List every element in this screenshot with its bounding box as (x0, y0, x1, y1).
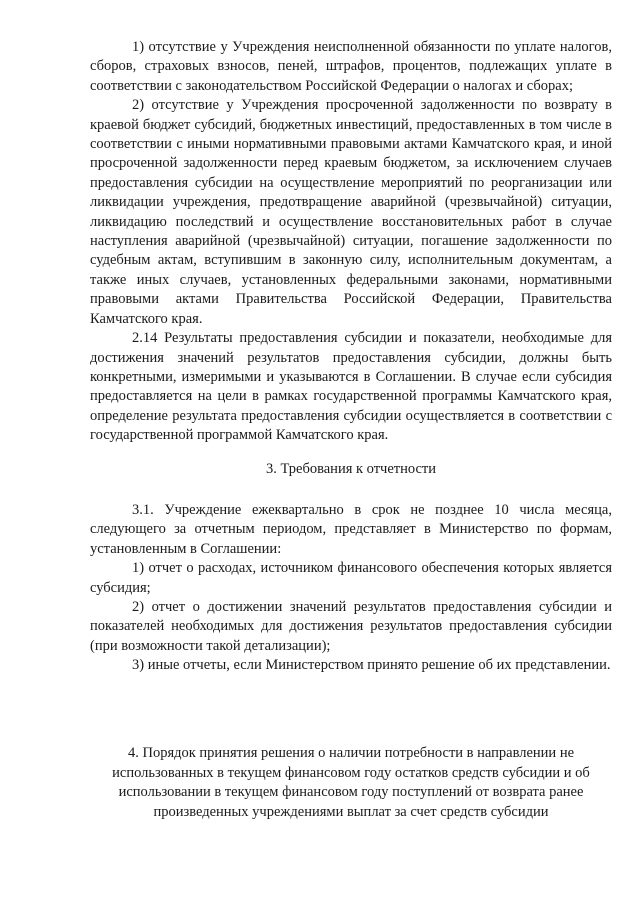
list-item-other-reports: 3) иные отчеты, если Министерством принято решение об их представлении. (132, 657, 611, 674)
paragraph-results-2-14: 2.14 Результаты предоставления субсидии и показатели, необходимые для достижения значений результатов предоставления субсидии, должны быть конкретными, измеримыми и указываются в Соглашении. В случае если субсидия предоставляется на цели в рамках государственной программы Камчатского края, определение результата предоставления субсидии осуществляется в соответствии с государственной программой Камчатского края. (90, 330, 612, 444)
list-item-results-report: 2) отчет о достижении значений результатов предоставления субсидии и показателей необходимых для достижения результатов предоставления субсидии (при возможности такой детализации); (90, 598, 612, 654)
list-item-expense-report: 1) отчет о расходах, источником финансового обеспечения которых является субсидия; (90, 560, 612, 596)
paragraph-reporting-3-1: 3.1. Учреждение ежеквартально в срок не позднее 10 числа месяца, следующего за отчетным периодом, представляет в Министерство по формам, установленным в Соглашении: (90, 501, 612, 557)
paragraph-tax-obligations: 1) отсутствие у Учреждения неисполненной обязанности по уплате налогов, сборов, страховых взносов, пеней, штрафов, процентов, подлежащих уплате в соответствии с законодательством Российской Федерации о налогах и сборах; (90, 39, 612, 94)
paragraph-overdue-debt: 2) отсутствие у Учреждения просроченной задолженности по возврату в краевой бюджет субсидий, бюджетных инвестиций, предоставленных в том числе в соответствии с иными нормативными правовыми актами Камчатского края, и иной просроченной задолженности перед краевым бюджетом, за исключением случаев предоставления субсидии на осуществление мероприятий по реорганизации или ликвидации учреждения, предотвращение аварийной (чрезвычайной) ситуации, ликвидацию последствий и осуществление восстановительных работ в случае наступления аварийной (чрезвычайной) ситуации, погашение задолженности по судебным актам, вступившим в законную силу, исполнительным документам, а также иных случаев, установленных федеральными законами, нормативными правовыми актами Правительства Российской Федерации, Правительства Камчатского края. (90, 97, 612, 327)
document-body (90, 38, 612, 676)
section-heading-3: 3. Требования к отчетности (265, 460, 437, 477)
section-heading-4: 4. Порядок принятия решения о наличии потребности в направлении не использованных в текущем финансовом году остатков средств субсидии и об использовании в текущем финансовом году поступлений от возврата ранее произведенных учреждениями выплат за счет средств субсидии (112, 745, 590, 820)
